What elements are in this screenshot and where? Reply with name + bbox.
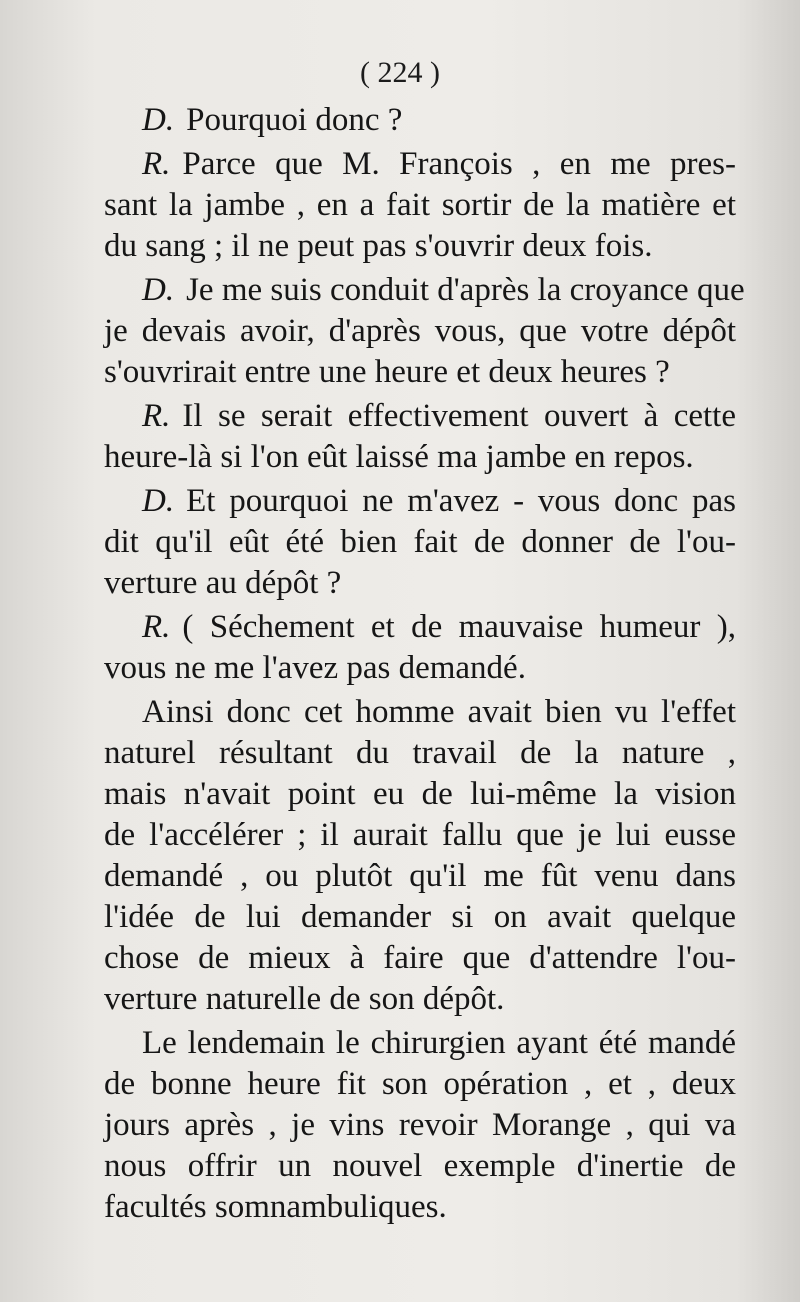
text-line: heure-là si l'on eût laissé ma jambe en repos.: [104, 439, 694, 475]
text-line: Le lendemain le chirurgien ayant été mandé: [142, 1025, 736, 1061]
text-line: verture au dépôt ?: [104, 565, 342, 601]
text-line: D. Pourquoi donc ?: [142, 102, 403, 138]
text-line: D. Je me suis conduit d'après la croyance que: [142, 272, 745, 308]
dialogue-paragraph: [104, 270, 745, 393]
speaker-label: R.: [142, 398, 171, 434]
text-line: de l'accélérer ; il aurait fallu que je lui eusse: [104, 817, 736, 853]
text-line: de bonne heure fit son opération , et , deux: [104, 1066, 736, 1102]
text-line: vous ne me l'avez pas demandé.: [104, 650, 526, 686]
text-line: s'ouvrirait entre une heure et deux heures ?: [104, 354, 670, 390]
text-line: je devais avoir, d'après vous, que votre dépôt: [104, 313, 736, 349]
text-line: sant la jambe , en a fait sortir de la matière et: [104, 187, 736, 223]
dialogue-paragraph: [104, 396, 736, 478]
text-line: demandé , ou plutôt qu'il me fût venu dans: [104, 858, 736, 894]
dialogue-paragraph: [104, 481, 736, 604]
text-line: nous offrir un nouvel exemple d'inertie de: [104, 1148, 736, 1184]
text-line: facultés somnambuliques.: [104, 1189, 447, 1225]
speaker-label: D.: [142, 483, 175, 519]
text-line: naturel résultant du travail de la nature ,: [104, 735, 736, 771]
dialogue-paragraph: [104, 144, 736, 267]
text-line: dit qu'il eût été bien fait de donner de l'ou-: [104, 524, 736, 560]
speaker-label: R.: [142, 146, 171, 182]
text-line: Ainsi donc cet homme avait bien vu l'effet: [142, 694, 736, 730]
text-line: R. Parce que M. François , en me pres-: [142, 146, 736, 182]
narrative-paragraph: [104, 1023, 736, 1228]
text-line: l'idée de lui demander si on avait quelque: [104, 899, 736, 935]
text-line: D. Et pourquoi ne m'avez - vous donc pas: [142, 483, 736, 519]
page-number: ( 224 ): [360, 56, 440, 89]
dialogue-paragraph: [104, 100, 736, 141]
narrative-paragraph: [104, 692, 736, 1020]
text-line: verture naturelle de son dépôt.: [104, 981, 505, 1017]
speaker-label: D.: [142, 272, 175, 308]
dialogue-paragraph: [104, 607, 736, 689]
text-line: R. ( Séchement et de mauvaise humeur ),: [142, 609, 736, 645]
speaker-label: D.: [142, 102, 175, 138]
speaker-label: R.: [142, 609, 171, 645]
text-line: chose de mieux à faire que d'attendre l'ou-: [104, 940, 736, 976]
page-body: [104, 100, 745, 1228]
text-line: du sang ; il ne peut pas s'ouvrir deux fois.: [104, 228, 653, 264]
text-line: mais n'avait point eu de lui-même la vision: [104, 776, 736, 812]
text-line: R. Il se serait effectivement ouvert à cette: [142, 398, 736, 434]
text-line: jours après , je vins revoir Morange , qui va: [104, 1107, 736, 1143]
